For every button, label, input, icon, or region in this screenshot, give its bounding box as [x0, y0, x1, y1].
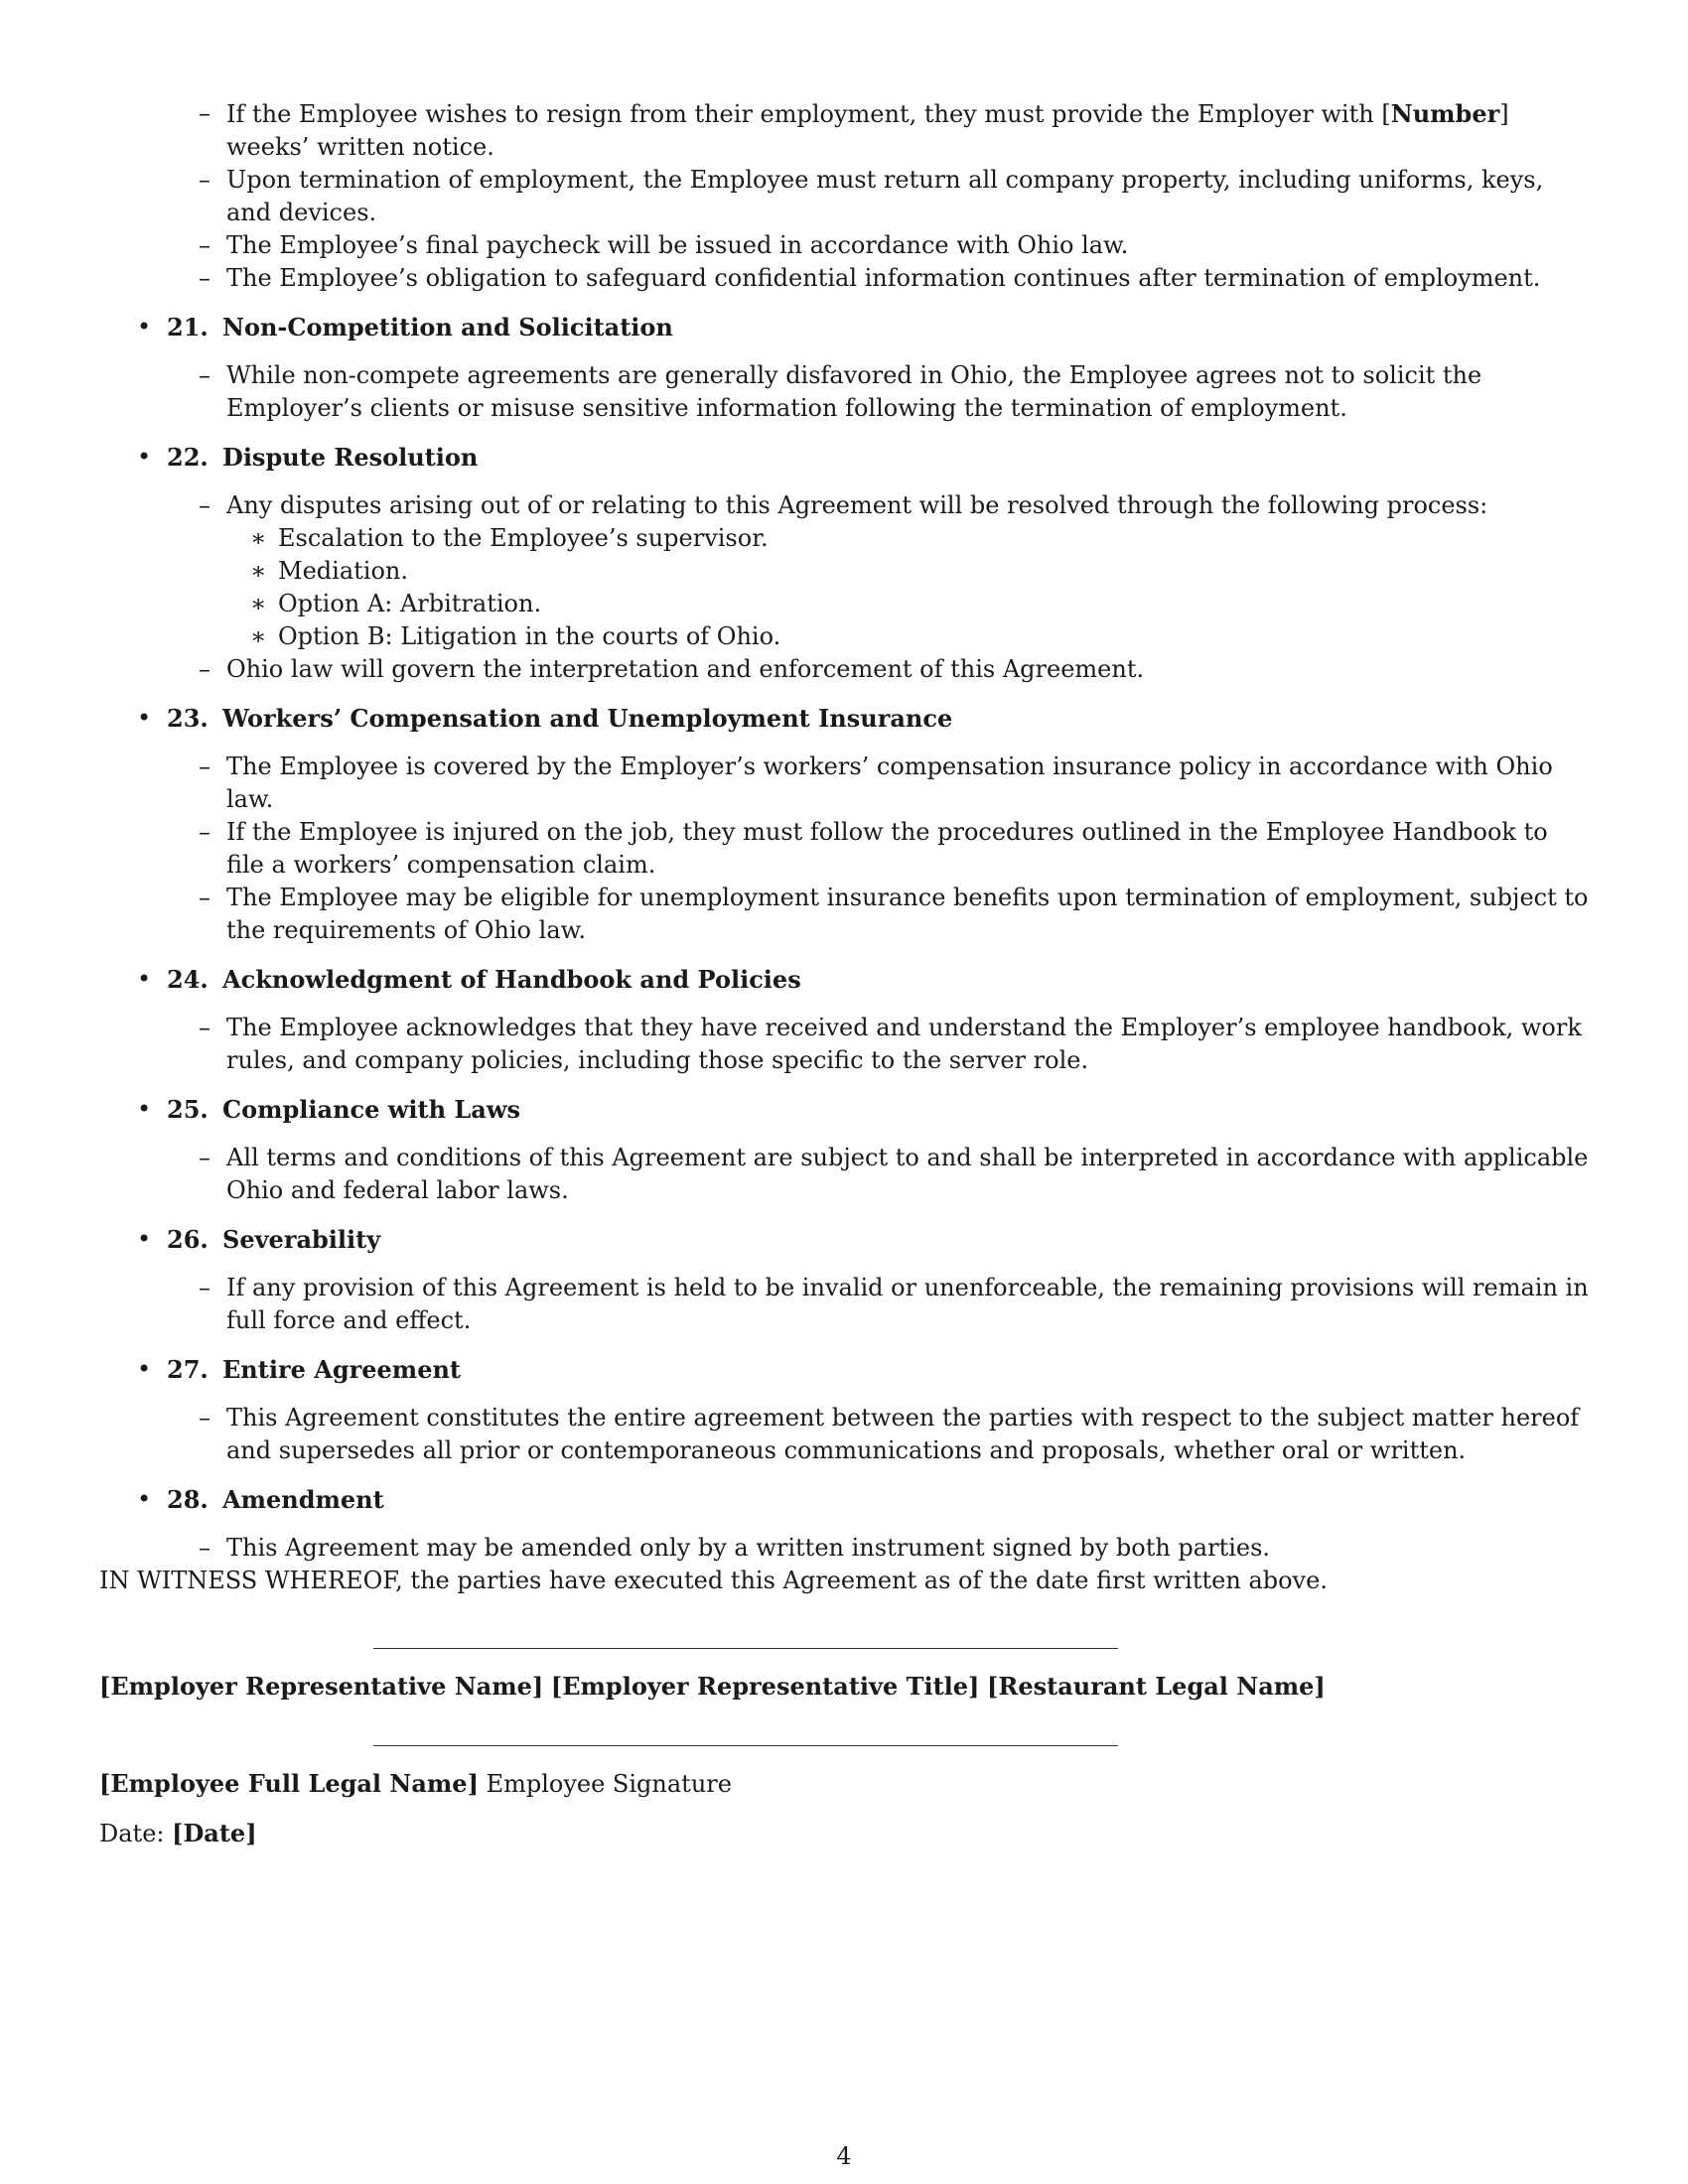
list-item: – The Employee may be eligible for unemployment insurance benefits upon termination of employment, subject to the requirements of Ohio law. — [226, 882, 1589, 947]
list-item: – This Agreement may be amended only by a written instrument signed by both parties. — [226, 1532, 1589, 1565]
list-item: – While non-compete agreements are generally disfavored in Ohio, the Employee agrees not to solicit the Employer’s clients or misuse sensitive information following the termination of employment. — [226, 359, 1589, 425]
list-item: – If any provision of this Agreement is held to be invalid or unenforceable, the remaining provisions will remain in full force and effect. — [226, 1272, 1589, 1337]
list-item: – The Employee acknowledges that they have received and understand the Employer’s employee handbook, work rules, and company policies, including those specific to the server role. — [226, 1012, 1589, 1077]
list-item: – Any disputes arising out of or relating to this Agreement will be resolved through the following process: ∗ Escalation to the Employee’s supervisor. ∗ Mediation. ∗ Option A: Arbitration. ∗ Option B: Litigation in the courts of Ohio. — [226, 489, 1589, 653]
section-26 — [99, 1223, 1589, 1337]
section-heading: • 27. Entire Agreement — [99, 1353, 1589, 1386]
witness-statement: IN WITNESS WHEREOF, the parties have executed this Agreement as of the date first written above. — [99, 1567, 1328, 1594]
page-number: 4 — [836, 2142, 852, 2170]
section-heading: • 24. Acknowledgment of Handbook and Policies — [99, 963, 1589, 996]
section-27 — [99, 1353, 1589, 1467]
employer-signature-line — [373, 1648, 1118, 1649]
list-item: – Upon termination of employment, the Employee must return all company property, including uniforms, keys, and devices. — [226, 164, 1589, 229]
list-item: – If the Employee wishes to resign from their employment, they must provide the Employer with [Number] weeks’ written notice. — [226, 97, 1589, 164]
list-item: – If the Employee is injured on the job, they must follow the procedures outlined in the Employee Handbook to file a workers’ compensation claim. — [226, 816, 1589, 882]
date-line: Date: [Date] — [99, 1819, 257, 1847]
section-heading: • 25. Compliance with Laws — [99, 1093, 1589, 1126]
section-heading: • 28. Amendment — [99, 1483, 1589, 1516]
list-item: – The Employee’s final paycheck will be issued in accordance with Ohio law. — [226, 229, 1589, 262]
list-item: – The Employee’s obligation to safeguard confidential information continues after termination of employment. — [226, 262, 1589, 295]
section-24 — [99, 963, 1589, 1077]
process-step: ∗ Escalation to the Employee’s supervisor. — [278, 522, 1589, 555]
section-21 — [99, 311, 1589, 425]
section-heading: • 21. Non-Competition and Solicitation — [99, 311, 1589, 343]
section-22 — [99, 441, 1589, 686]
section-heading: • 26. Severability — [99, 1223, 1589, 1256]
section-25 — [99, 1093, 1589, 1207]
process-step: ∗ Option B: Litigation in the courts of Ohio. — [278, 620, 1589, 653]
section-28 — [99, 1483, 1589, 1565]
list-item: – All terms and conditions of this Agreement are subject to and shall be interpreted in accordance with applicable Ohio and federal labor laws. — [226, 1142, 1589, 1207]
document-page — [99, 97, 1589, 1597]
employee-signature: [Employee Full Legal Name] Employee Signature — [99, 1769, 732, 1798]
list-item: – This Agreement constitutes the entire agreement between the parties with respect to the subject matter hereof and supersedes all prior or contemporaneous communications and proposals, whether oral or written. — [226, 1402, 1589, 1467]
process-steps — [226, 522, 1589, 653]
process-step: ∗ Mediation. — [278, 555, 1589, 588]
employee-signature-line — [373, 1745, 1118, 1746]
list-item: – The Employee is covered by the Employer’s workers’ compensation insurance policy in accordance with Ohio law. — [226, 751, 1589, 816]
termination-items — [99, 97, 1589, 295]
section-23 — [99, 702, 1589, 947]
section-heading: • 23. Workers’ Compensation and Unemployment Insurance — [99, 702, 1589, 735]
process-step: ∗ Option A: Arbitration. — [278, 588, 1589, 620]
employer-signature-names: [Employer Representative Name] [Employer Representative Title] [Restaurant Legal Name] — [99, 1672, 1326, 1701]
section-heading: • 22. Dispute Resolution — [99, 441, 1589, 474]
list-item: – Ohio law will govern the interpretation and enforcement of this Agreement. — [226, 653, 1589, 686]
